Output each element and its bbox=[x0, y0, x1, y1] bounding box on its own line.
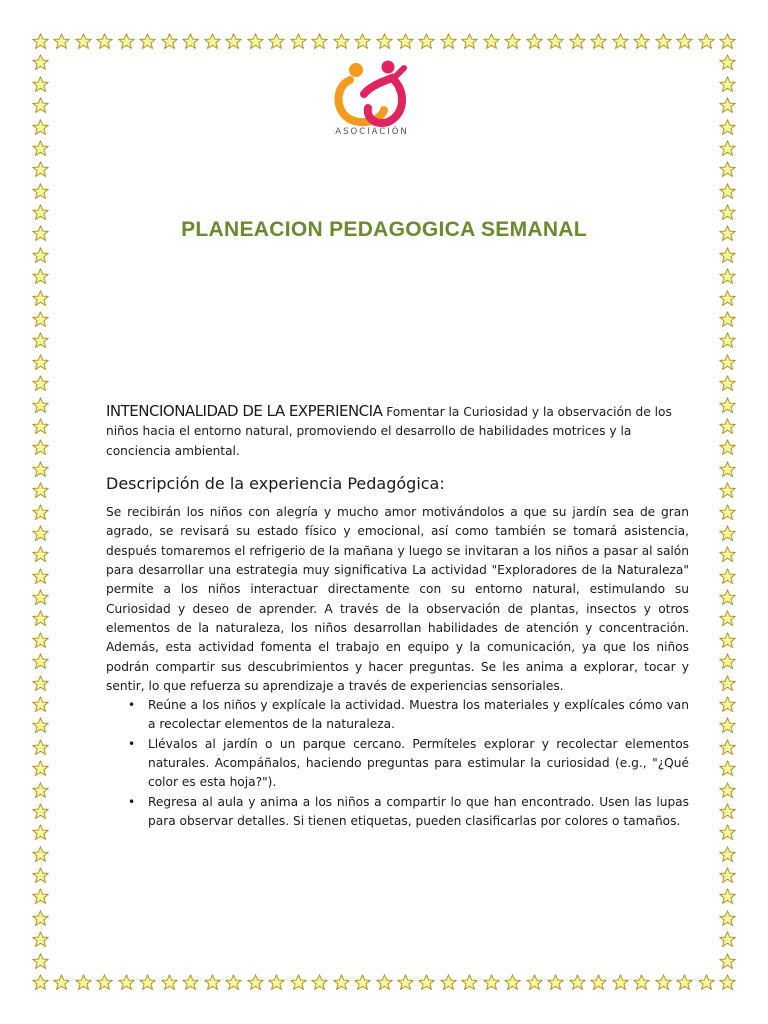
document-body bbox=[106, 402, 689, 831]
star-icon bbox=[719, 439, 736, 456]
star-icon bbox=[161, 33, 178, 50]
star-icon bbox=[96, 974, 113, 991]
star-icon bbox=[719, 525, 736, 542]
star-icon bbox=[676, 974, 693, 991]
star-icon bbox=[32, 33, 49, 50]
star-icon bbox=[719, 953, 736, 970]
star-icon bbox=[32, 546, 49, 563]
list-item-text: Regresa al aula y anima a los niños a compartir lo que han encontrado. Usen las lupas para observar detalles. Si tienen etiquetas, pueden clasificarlas por colores o tamaños. bbox=[148, 794, 689, 828]
star-icon bbox=[32, 311, 49, 328]
star-icon bbox=[204, 33, 221, 50]
star-icon bbox=[719, 739, 736, 756]
star-icon bbox=[719, 311, 736, 328]
star-icon bbox=[32, 803, 49, 820]
star-icon bbox=[75, 974, 92, 991]
star-icon bbox=[719, 717, 736, 734]
descripcion-paragraph: Se recibirán los niños con alegría y mucho amor motivándolos a que su jardín sea de gran agrado, se revisará su estado físico y emocional, así como también se tomará asistencia, después tomaremos el refrigerio de la mañana y luego se invitaran a los niños a pasar al salón para desarrollar una estrategia muy significativa La actividad "Exploradores de la Naturaleza" permite a los niños interactuar directamente con su entorno natural, estimulando su Curiosidad y deseo de aprender. A través de la observación de plantas, insectos y otros elementos de la naturaleza, los niños desarrollan habilidades de atención y concentración. Además, esta actividad fomenta el trabajo en equipo y la comunicación, ya que los niños podrán compartir sus descubrimientos y hacer preguntas. Se les anima a explorar, tocar y sentir, lo que refuerza su aprendizaje a través de experiencias sensoriales. bbox=[106, 505, 689, 693]
star-icon bbox=[719, 332, 736, 349]
star-icon bbox=[32, 354, 49, 371]
star-icon bbox=[32, 568, 49, 585]
star-icon bbox=[719, 183, 736, 200]
star-icon bbox=[719, 397, 736, 414]
star-icon bbox=[32, 760, 49, 777]
star-icon bbox=[32, 119, 49, 136]
star-icon bbox=[333, 974, 350, 991]
star-icon bbox=[655, 33, 672, 50]
star-icon bbox=[547, 974, 564, 991]
star-icon bbox=[504, 33, 521, 50]
star-icon bbox=[32, 717, 49, 734]
intencionalidad-paragraph bbox=[106, 402, 689, 461]
star-icon bbox=[32, 974, 49, 991]
star-icon bbox=[32, 696, 49, 713]
star-icon bbox=[719, 931, 736, 948]
star-icon bbox=[32, 461, 49, 478]
star-icon bbox=[311, 33, 328, 50]
star-icon bbox=[32, 632, 49, 649]
star-icon bbox=[698, 33, 715, 50]
star-icon bbox=[719, 824, 736, 841]
star-icon bbox=[32, 439, 49, 456]
star-icon bbox=[75, 33, 92, 50]
star-icon bbox=[440, 974, 457, 991]
star-icon bbox=[32, 54, 49, 71]
star-icon bbox=[139, 974, 156, 991]
star-icon bbox=[32, 290, 49, 307]
bullet-icon: • bbox=[128, 698, 136, 713]
descripcion-heading: Descripción de la experiencia Pedagógica: bbox=[106, 473, 445, 493]
list-item bbox=[128, 735, 689, 793]
star-icon bbox=[719, 803, 736, 820]
star-icon bbox=[118, 33, 135, 50]
star-icon bbox=[719, 119, 736, 136]
star-icon bbox=[612, 974, 629, 991]
star-icon bbox=[32, 846, 49, 863]
star-icon bbox=[182, 33, 199, 50]
star-icon bbox=[247, 974, 264, 991]
star-icon bbox=[53, 33, 70, 50]
star-icon bbox=[376, 974, 393, 991]
star-icon bbox=[483, 33, 500, 50]
star-icon bbox=[569, 974, 586, 991]
star-icon bbox=[461, 33, 478, 50]
star-icon bbox=[32, 782, 49, 799]
star-icon bbox=[633, 33, 650, 50]
star-icon bbox=[526, 974, 543, 991]
star-icon bbox=[161, 974, 178, 991]
bullet-icon: • bbox=[128, 736, 136, 751]
star-icon bbox=[719, 675, 736, 692]
star-icon bbox=[32, 418, 49, 435]
star-icon bbox=[719, 290, 736, 307]
star-icon bbox=[32, 675, 49, 692]
star-icon bbox=[32, 183, 49, 200]
star-icon bbox=[719, 504, 736, 521]
star-icon bbox=[719, 54, 736, 71]
star-icon bbox=[719, 910, 736, 927]
star-icon bbox=[676, 33, 693, 50]
list-item bbox=[128, 793, 689, 832]
star-icon bbox=[719, 782, 736, 799]
star-icon bbox=[719, 482, 736, 499]
activity-list bbox=[106, 696, 689, 831]
star-icon bbox=[483, 974, 500, 991]
star-icon bbox=[719, 610, 736, 627]
star-icon bbox=[32, 610, 49, 627]
star-icon bbox=[32, 739, 49, 756]
star-icon bbox=[547, 33, 564, 50]
star-icon bbox=[569, 33, 586, 50]
star-icon bbox=[268, 33, 285, 50]
star-icon bbox=[719, 568, 736, 585]
star-icon bbox=[32, 247, 49, 264]
star-icon bbox=[290, 974, 307, 991]
star-icon bbox=[204, 974, 221, 991]
star-icon bbox=[719, 97, 736, 114]
star-icon bbox=[719, 76, 736, 93]
star-icon bbox=[719, 974, 736, 991]
star-icon bbox=[311, 974, 328, 991]
star-icon bbox=[333, 33, 350, 50]
star-icon bbox=[719, 589, 736, 606]
star-icon bbox=[719, 268, 736, 285]
star-icon bbox=[32, 504, 49, 521]
star-icon bbox=[32, 888, 49, 905]
intencionalidad-text: Fomentar la Curiosidad y la observación de los niños hacia el entorno natural, promoviendo el desarrollo de habilidades motrices y la conciencia ambiental. bbox=[106, 405, 672, 458]
star-icon bbox=[719, 888, 736, 905]
star-icon bbox=[32, 332, 49, 349]
star-icon bbox=[418, 33, 435, 50]
star-icon bbox=[719, 33, 736, 50]
star-icon bbox=[719, 461, 736, 478]
star-icon bbox=[247, 33, 264, 50]
star-icon bbox=[612, 33, 629, 50]
star-icon bbox=[225, 974, 242, 991]
page-title: PLANEACION PEDAGOGICA SEMANAL bbox=[181, 218, 587, 241]
star-icon bbox=[139, 33, 156, 50]
star-icon bbox=[719, 375, 736, 392]
star-icon bbox=[590, 974, 607, 991]
star-icon bbox=[397, 974, 414, 991]
star-icon bbox=[53, 974, 70, 991]
star-icon bbox=[719, 546, 736, 563]
star-icon bbox=[719, 140, 736, 157]
star-icon bbox=[225, 33, 242, 50]
star-icon bbox=[290, 33, 307, 50]
star-icon bbox=[376, 33, 393, 50]
logo-text: ASOCIACIÓN bbox=[335, 127, 409, 137]
star-icon bbox=[32, 397, 49, 414]
star-icon bbox=[182, 974, 199, 991]
star-icon bbox=[719, 354, 736, 371]
star-icon bbox=[32, 525, 49, 542]
list-item bbox=[128, 696, 689, 735]
star-icon bbox=[590, 33, 607, 50]
star-icon bbox=[461, 974, 478, 991]
star-icon bbox=[32, 140, 49, 157]
star-icon bbox=[719, 867, 736, 884]
intencionalidad-label: INTENCIONALIDAD DE LA EXPERIENCIA bbox=[106, 402, 383, 420]
star-icon bbox=[118, 974, 135, 991]
star-icon bbox=[719, 247, 736, 264]
star-icon bbox=[32, 867, 49, 884]
star-icon bbox=[32, 268, 49, 285]
star-icon bbox=[719, 760, 736, 777]
star-icon bbox=[268, 974, 285, 991]
star-icon bbox=[698, 974, 715, 991]
star-icon bbox=[719, 846, 736, 863]
star-icon bbox=[32, 653, 49, 670]
star-icon bbox=[32, 953, 49, 970]
star-icon bbox=[633, 974, 650, 991]
star-icon bbox=[655, 974, 672, 991]
bullet-icon: • bbox=[128, 794, 136, 809]
star-icon bbox=[418, 974, 435, 991]
star-icon bbox=[32, 589, 49, 606]
star-icon bbox=[504, 974, 521, 991]
list-item-text: Llévalos al jardín o un parque cercano. Permíteles explorar y recolectar elementos naturales. Acompáñalos, haciendo preguntas para estimular la curiosidad (e.g., "¿Qué color es esta hoja?"). bbox=[148, 736, 689, 790]
star-icon bbox=[397, 33, 414, 50]
star-icon bbox=[719, 653, 736, 670]
star-icon bbox=[32, 161, 49, 178]
star-icon bbox=[354, 33, 371, 50]
star-icon bbox=[526, 33, 543, 50]
list-item-text: Reúne a los niños y explícale la actividad. Muestra los materiales y explícales cómo van a recolectar elementos de la naturaleza. bbox=[148, 698, 689, 732]
star-icon bbox=[354, 974, 371, 991]
star-icon bbox=[32, 76, 49, 93]
star-icon bbox=[440, 33, 457, 50]
star-icon bbox=[32, 482, 49, 499]
star-icon bbox=[32, 97, 49, 114]
star-icon bbox=[96, 33, 113, 50]
star-icon bbox=[32, 931, 49, 948]
star-icon bbox=[32, 375, 49, 392]
star-icon bbox=[719, 696, 736, 713]
star-icon bbox=[719, 161, 736, 178]
star-icon bbox=[32, 824, 49, 841]
star-icon bbox=[719, 418, 736, 435]
star-icon bbox=[719, 632, 736, 649]
star-icon bbox=[32, 910, 49, 927]
